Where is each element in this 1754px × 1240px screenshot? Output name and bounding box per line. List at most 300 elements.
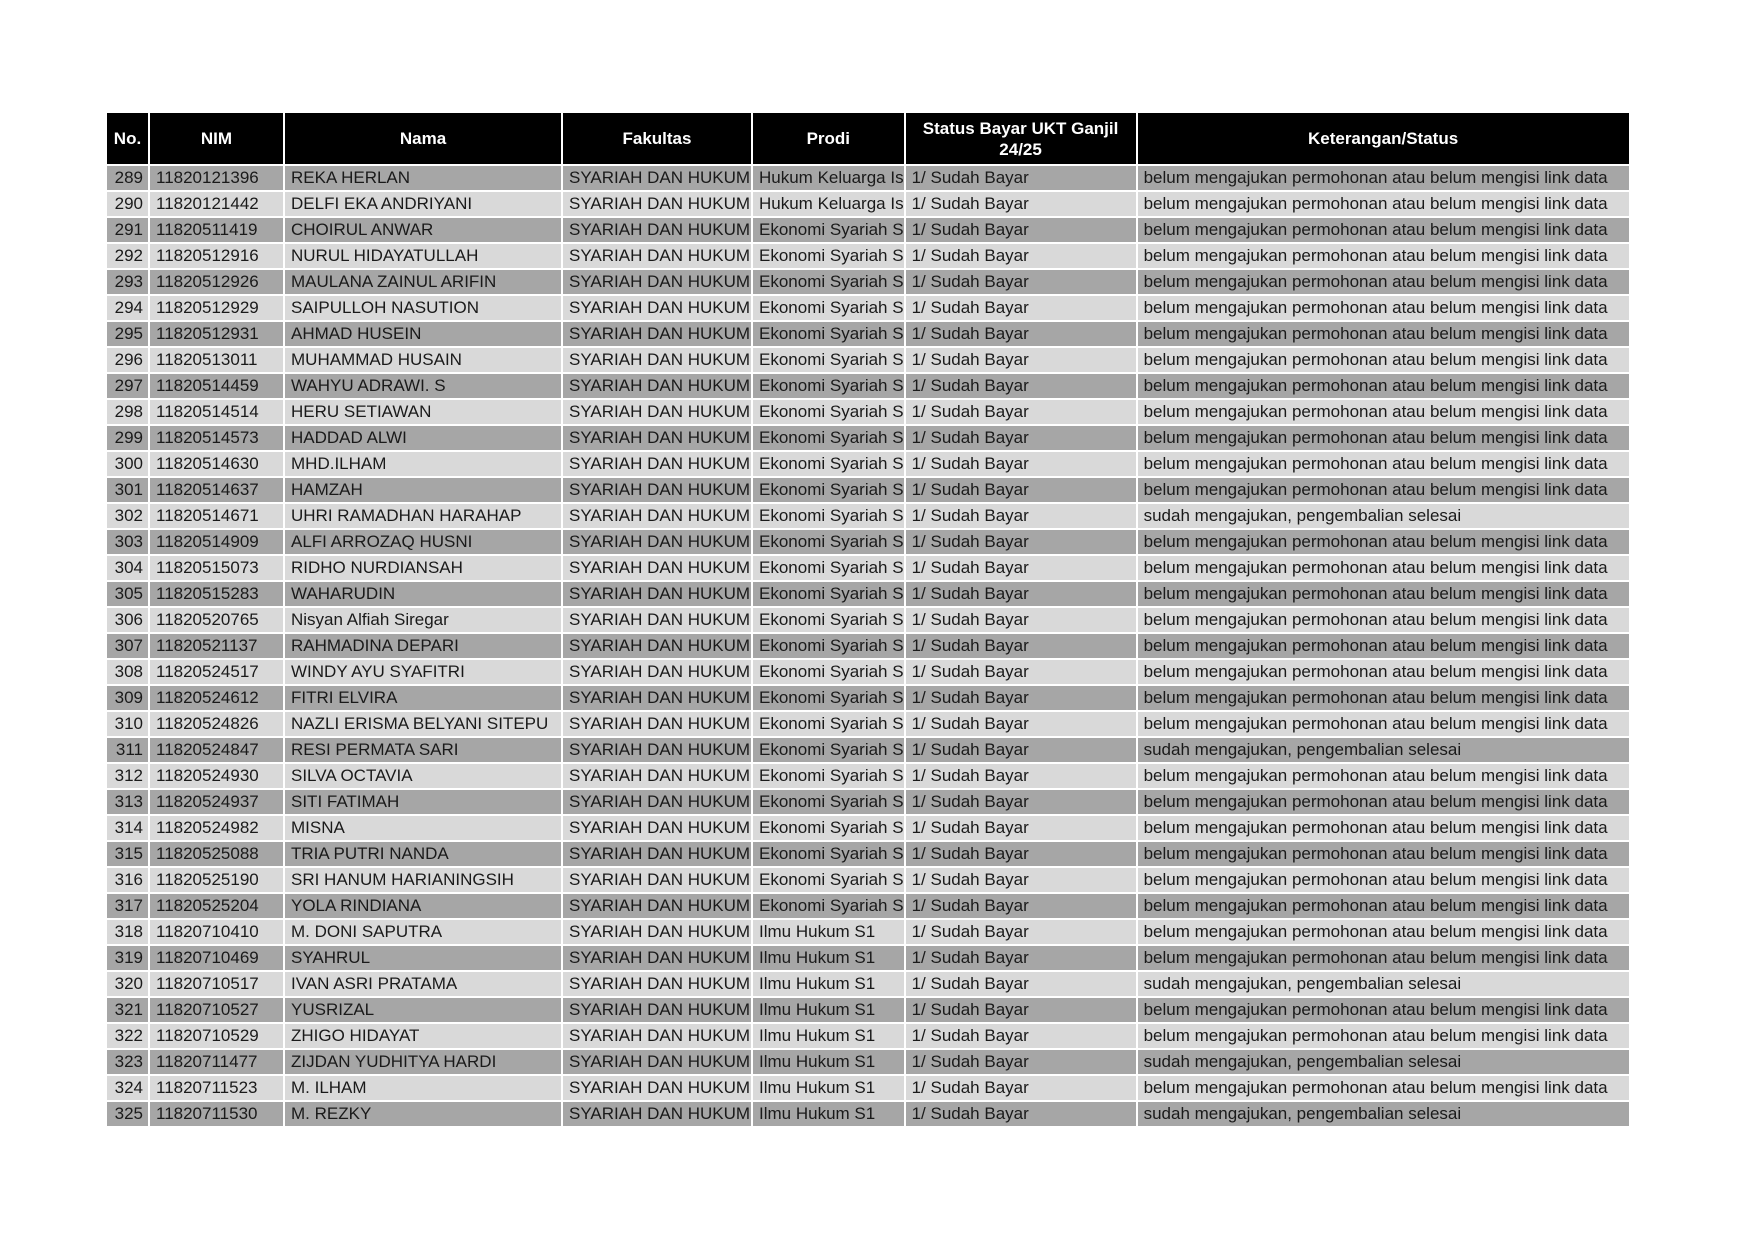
cell-no: 318 [107,920,148,944]
cell-fakultas: SYARIAH DAN HUKUM [563,270,751,294]
table-row [107,244,1629,268]
cell-fakultas: SYARIAH DAN HUKUM [563,764,751,788]
cell-fakultas: SYARIAH DAN HUKUM [563,1050,751,1074]
cell-no: 308 [107,660,148,684]
table-row [107,374,1629,398]
cell-nim: 11820525088 [150,842,283,866]
cell-no: 320 [107,972,148,996]
cell-keterangan: sudah mengajukan, pengembalian selesai [1138,1102,1629,1126]
cell-fakultas: SYARIAH DAN HUKUM [563,296,751,320]
cell-prodi: Hukum Keluarga Is [753,192,904,216]
cell-no: 310 [107,712,148,736]
cell-prodi: Ekonomi Syariah S [753,556,904,580]
cell-no: 290 [107,192,148,216]
cell-nim: 11820521137 [150,634,283,658]
data-table [105,111,1631,1128]
cell-prodi: Ekonomi Syariah S [753,400,904,424]
cell-prodi: Ekonomi Syariah S [753,686,904,710]
cell-keterangan: belum mengajukan permohonan atau belum mengisi link data [1138,166,1629,190]
cell-keterangan: belum mengajukan permohonan atau belum mengisi link data [1138,452,1629,476]
cell-nama: M. DONI SAPUTRA [285,920,561,944]
cell-nim: 11820512931 [150,322,283,346]
cell-nama: NURUL HIDAYATULLAH [285,244,561,268]
cell-no: 322 [107,1024,148,1048]
cell-no: 313 [107,790,148,814]
cell-keterangan: belum mengajukan permohonan atau belum mengisi link data [1138,660,1629,684]
cell-nim: 11820121442 [150,192,283,216]
cell-fakultas: SYARIAH DAN HUKUM [563,1024,751,1048]
cell-prodi: Ekonomi Syariah S [753,842,904,866]
cell-fakultas: SYARIAH DAN HUKUM [563,894,751,918]
cell-nama: FITRI ELVIRA [285,686,561,710]
cell-keterangan: belum mengajukan permohonan atau belum mengisi link data [1138,400,1629,424]
cell-nama: WAHYU ADRAWI. S [285,374,561,398]
cell-nama: SITI FATIMAH [285,790,561,814]
table-row [107,218,1629,242]
cell-nama: DELFI EKA ANDRIYANI [285,192,561,216]
cell-fakultas: SYARIAH DAN HUKUM [563,816,751,840]
cell-no: 289 [107,166,148,190]
cell-nim: 11820514573 [150,426,283,450]
cell-status: 1/ Sudah Bayar [906,868,1136,892]
cell-prodi: Ilmu Hukum S1 [753,920,904,944]
cell-status: 1/ Sudah Bayar [906,764,1136,788]
cell-nim: 11820514637 [150,478,283,502]
cell-status: 1/ Sudah Bayar [906,1076,1136,1100]
cell-nama: RAHMADINA DEPARI [285,634,561,658]
cell-nim: 11820525204 [150,894,283,918]
table-row [107,764,1629,788]
table-row [107,634,1629,658]
cell-status: 1/ Sudah Bayar [906,920,1136,944]
cell-nim: 11820710469 [150,946,283,970]
cell-status: 1/ Sudah Bayar [906,218,1136,242]
cell-status: 1/ Sudah Bayar [906,738,1136,762]
cell-fakultas: SYARIAH DAN HUKUM [563,738,751,762]
cell-nim: 11820524930 [150,764,283,788]
cell-keterangan: belum mengajukan permohonan atau belum mengisi link data [1138,296,1629,320]
table-row [107,816,1629,840]
cell-nim: 11820524826 [150,712,283,736]
cell-no: 295 [107,322,148,346]
cell-nim: 11820514671 [150,504,283,528]
cell-nim: 11820512929 [150,296,283,320]
cell-nim: 11820524612 [150,686,283,710]
cell-keterangan: belum mengajukan permohonan atau belum mengisi link data [1138,608,1629,632]
cell-keterangan: belum mengajukan permohonan atau belum mengisi link data [1138,192,1629,216]
cell-nim: 11820710410 [150,920,283,944]
cell-fakultas: SYARIAH DAN HUKUM [563,972,751,996]
cell-fakultas: SYARIAH DAN HUKUM [563,842,751,866]
cell-prodi: Ilmu Hukum S1 [753,1102,904,1126]
cell-status: 1/ Sudah Bayar [906,686,1136,710]
cell-nim: 11820520765 [150,608,283,632]
cell-status: 1/ Sudah Bayar [906,348,1136,372]
cell-status: 1/ Sudah Bayar [906,998,1136,1022]
cell-keterangan: sudah mengajukan, pengembalian selesai [1138,1050,1629,1074]
cell-nama: AHMAD HUSEIN [285,322,561,346]
cell-nama: RESI PERMATA SARI [285,738,561,762]
table-row [107,166,1629,190]
cell-nama: SRI HANUM HARIANINGSIH [285,868,561,892]
cell-nama: YOLA RINDIANA [285,894,561,918]
cell-no: 314 [107,816,148,840]
cell-fakultas: SYARIAH DAN HUKUM [563,686,751,710]
table-header-row [107,113,1629,164]
cell-nim: 11820512916 [150,244,283,268]
cell-nim: 11820515073 [150,556,283,580]
cell-prodi: Ekonomi Syariah S [753,608,904,632]
cell-nama: UHRI RAMADHAN HARAHAP [285,504,561,528]
cell-keterangan: belum mengajukan permohonan atau belum mengisi link data [1138,1024,1629,1048]
cell-keterangan: belum mengajukan permohonan atau belum mengisi link data [1138,530,1629,554]
cell-keterangan: belum mengajukan permohonan atau belum mengisi link data [1138,764,1629,788]
table-row [107,322,1629,346]
cell-fakultas: SYARIAH DAN HUKUM [563,504,751,528]
table-row [107,530,1629,554]
cell-fakultas: SYARIAH DAN HUKUM [563,166,751,190]
cell-status: 1/ Sudah Bayar [906,1050,1136,1074]
cell-fakultas: SYARIAH DAN HUKUM [563,946,751,970]
cell-nim: 11820710517 [150,972,283,996]
cell-nama: IVAN ASRI PRATAMA [285,972,561,996]
cell-nama: RIDHO NURDIANSAH [285,556,561,580]
cell-nim: 11820524937 [150,790,283,814]
cell-no: 325 [107,1102,148,1126]
table-row [107,1050,1629,1074]
cell-fakultas: SYARIAH DAN HUKUM [563,634,751,658]
cell-status: 1/ Sudah Bayar [906,842,1136,866]
table-row [107,712,1629,736]
cell-fakultas: SYARIAH DAN HUKUM [563,452,751,476]
cell-prodi: Ilmu Hukum S1 [753,998,904,1022]
cell-no: 301 [107,478,148,502]
cell-nim: 11820711530 [150,1102,283,1126]
cell-no: 293 [107,270,148,294]
cell-prodi: Ekonomi Syariah S [753,218,904,242]
cell-status: 1/ Sudah Bayar [906,712,1136,736]
cell-nama: YUSRIZAL [285,998,561,1022]
cell-keterangan: belum mengajukan permohonan atau belum mengisi link data [1138,894,1629,918]
cell-prodi: Ekonomi Syariah S [753,790,904,814]
cell-no: 315 [107,842,148,866]
cell-keterangan: belum mengajukan permohonan atau belum mengisi link data [1138,348,1629,372]
table-row [107,478,1629,502]
cell-fakultas: SYARIAH DAN HUKUM [563,1076,751,1100]
cell-status: 1/ Sudah Bayar [906,530,1136,554]
cell-nim: 11820710529 [150,1024,283,1048]
cell-prodi: Ekonomi Syariah S [753,868,904,892]
table-row [107,790,1629,814]
cell-no: 323 [107,1050,148,1074]
cell-prodi: Ekonomi Syariah S [753,634,904,658]
cell-prodi: Ekonomi Syariah S [753,738,904,762]
cell-prodi: Ekonomi Syariah S [753,764,904,788]
cell-nama: SILVA OCTAVIA [285,764,561,788]
cell-no: 294 [107,296,148,320]
table-row [107,946,1629,970]
cell-no: 292 [107,244,148,268]
cell-nama: ALFI ARROZAQ HUSNI [285,530,561,554]
cell-status: 1/ Sudah Bayar [906,634,1136,658]
cell-nim: 11820514909 [150,530,283,554]
cell-status: 1/ Sudah Bayar [906,192,1136,216]
cell-fakultas: SYARIAH DAN HUKUM [563,660,751,684]
table-row [107,426,1629,450]
cell-keterangan: sudah mengajukan, pengembalian selesai [1138,972,1629,996]
table-row [107,842,1629,866]
cell-status: 1/ Sudah Bayar [906,296,1136,320]
cell-status: 1/ Sudah Bayar [906,608,1136,632]
cell-fakultas: SYARIAH DAN HUKUM [563,920,751,944]
cell-status: 1/ Sudah Bayar [906,660,1136,684]
cell-nim: 11820524982 [150,816,283,840]
cell-fakultas: SYARIAH DAN HUKUM [563,868,751,892]
cell-nama: SYAHRUL [285,946,561,970]
table-row [107,998,1629,1022]
cell-no: 300 [107,452,148,476]
cell-nama: NAZLI ERISMA BELYANI SITEPU [285,712,561,736]
cell-nama: MAULANA ZAINUL ARIFIN [285,270,561,294]
cell-nama: REKA HERLAN [285,166,561,190]
cell-no: 312 [107,764,148,788]
cell-prodi: Ekonomi Syariah S [753,530,904,554]
cell-no: 309 [107,686,148,710]
cell-prodi: Ilmu Hukum S1 [753,1050,904,1074]
table-row [107,1024,1629,1048]
cell-prodi: Ekonomi Syariah S [753,712,904,736]
table-row [107,686,1629,710]
cell-nama: WINDY AYU SYAFITRI [285,660,561,684]
cell-nim: 11820515283 [150,582,283,606]
cell-nim: 11820514459 [150,374,283,398]
col-header-status: Status Bayar UKT Ganjil 24/25 [906,113,1136,164]
cell-nim: 11820711523 [150,1076,283,1100]
cell-no: 291 [107,218,148,242]
cell-prodi: Ekonomi Syariah S [753,348,904,372]
cell-status: 1/ Sudah Bayar [906,504,1136,528]
cell-no: 311 [107,738,148,762]
cell-no: 297 [107,374,148,398]
cell-nama: M. ILHAM [285,1076,561,1100]
cell-nama: TRIA PUTRI NANDA [285,842,561,866]
cell-status: 1/ Sudah Bayar [906,400,1136,424]
cell-prodi: Ekonomi Syariah S [753,504,904,528]
cell-status: 1/ Sudah Bayar [906,1102,1136,1126]
cell-status: 1/ Sudah Bayar [906,426,1136,450]
cell-no: 324 [107,1076,148,1100]
cell-prodi: Ekonomi Syariah S [753,270,904,294]
cell-fakultas: SYARIAH DAN HUKUM [563,374,751,398]
cell-no: 319 [107,946,148,970]
cell-keterangan: belum mengajukan permohonan atau belum mengisi link data [1138,478,1629,502]
cell-no: 306 [107,608,148,632]
cell-keterangan: belum mengajukan permohonan atau belum mengisi link data [1138,712,1629,736]
cell-status: 1/ Sudah Bayar [906,582,1136,606]
cell-keterangan: belum mengajukan permohonan atau belum mengisi link data [1138,218,1629,242]
cell-keterangan: sudah mengajukan, pengembalian selesai [1138,738,1629,762]
table-row [107,192,1629,216]
table-row [107,556,1629,580]
cell-nama: M. REZKY [285,1102,561,1126]
cell-nama: HAMZAH [285,478,561,502]
cell-no: 302 [107,504,148,528]
cell-prodi: Ilmu Hukum S1 [753,946,904,970]
cell-fakultas: SYARIAH DAN HUKUM [563,400,751,424]
cell-fakultas: SYARIAH DAN HUKUM [563,712,751,736]
cell-status: 1/ Sudah Bayar [906,894,1136,918]
cell-nama: HERU SETIAWAN [285,400,561,424]
cell-nama: SAIPULLOH NASUTION [285,296,561,320]
col-header-nama: Nama [285,113,561,164]
student-ukt-status-table [105,111,1631,1128]
cell-keterangan: belum mengajukan permohonan atau belum mengisi link data [1138,426,1629,450]
cell-status: 1/ Sudah Bayar [906,790,1136,814]
cell-status: 1/ Sudah Bayar [906,322,1136,346]
cell-status: 1/ Sudah Bayar [906,374,1136,398]
cell-fakultas: SYARIAH DAN HUKUM [563,530,751,554]
cell-keterangan: belum mengajukan permohonan atau belum mengisi link data [1138,634,1629,658]
table-row [107,868,1629,892]
cell-fakultas: SYARIAH DAN HUKUM [563,244,751,268]
cell-status: 1/ Sudah Bayar [906,166,1136,190]
cell-status: 1/ Sudah Bayar [906,244,1136,268]
cell-fakultas: SYARIAH DAN HUKUM [563,790,751,814]
cell-nama: MISNA [285,816,561,840]
cell-no: 317 [107,894,148,918]
cell-fakultas: SYARIAH DAN HUKUM [563,582,751,606]
table-row [107,738,1629,762]
cell-no: 305 [107,582,148,606]
table-row [107,296,1629,320]
cell-nim: 11820711477 [150,1050,283,1074]
cell-prodi: Ekonomi Syariah S [753,322,904,346]
cell-no: 296 [107,348,148,372]
cell-prodi: Hukum Keluarga Is [753,166,904,190]
table-row [107,452,1629,476]
cell-fakultas: SYARIAH DAN HUKUM [563,426,751,450]
cell-keterangan: belum mengajukan permohonan atau belum mengisi link data [1138,842,1629,866]
cell-status: 1/ Sudah Bayar [906,1024,1136,1048]
cell-status: 1/ Sudah Bayar [906,972,1136,996]
cell-prodi: Ekonomi Syariah S [753,816,904,840]
cell-status: 1/ Sudah Bayar [906,946,1136,970]
cell-fakultas: SYARIAH DAN HUKUM [563,608,751,632]
col-header-no: No. [107,113,148,164]
table-row [107,894,1629,918]
table-row [107,920,1629,944]
cell-fakultas: SYARIAH DAN HUKUM [563,192,751,216]
cell-keterangan: belum mengajukan permohonan atau belum mengisi link data [1138,920,1629,944]
cell-no: 304 [107,556,148,580]
table-body [107,166,1629,1126]
cell-nama: CHOIRUL ANWAR [285,218,561,242]
cell-prodi: Ekonomi Syariah S [753,452,904,476]
cell-prodi: Ekonomi Syariah S [753,894,904,918]
cell-keterangan: belum mengajukan permohonan atau belum mengisi link data [1138,998,1629,1022]
table-row [107,660,1629,684]
cell-status: 1/ Sudah Bayar [906,556,1136,580]
col-header-nim: NIM [150,113,283,164]
table-row [107,270,1629,294]
cell-keterangan: belum mengajukan permohonan atau belum mengisi link data [1138,270,1629,294]
cell-prodi: Ilmu Hukum S1 [753,1024,904,1048]
table-row [107,582,1629,606]
cell-status: 1/ Sudah Bayar [906,478,1136,502]
cell-nama: Nisyan Alfiah Siregar [285,608,561,632]
table-row [107,348,1629,372]
table-row [107,1076,1629,1100]
cell-keterangan: belum mengajukan permohonan atau belum mengisi link data [1138,322,1629,346]
cell-keterangan: belum mengajukan permohonan atau belum mengisi link data [1138,816,1629,840]
cell-nim: 11820524517 [150,660,283,684]
cell-nim: 11820525190 [150,868,283,892]
cell-prodi: Ekonomi Syariah S [753,660,904,684]
cell-fakultas: SYARIAH DAN HUKUM [563,556,751,580]
cell-no: 298 [107,400,148,424]
cell-nim: 11820511419 [150,218,283,242]
cell-fakultas: SYARIAH DAN HUKUM [563,218,751,242]
cell-status: 1/ Sudah Bayar [906,816,1136,840]
cell-no: 321 [107,998,148,1022]
cell-nama: MUHAMMAD HUSAIN [285,348,561,372]
cell-keterangan: belum mengajukan permohonan atau belum mengisi link data [1138,244,1629,268]
cell-prodi: Ekonomi Syariah S [753,244,904,268]
cell-keterangan: sudah mengajukan, pengembalian selesai [1138,504,1629,528]
cell-prodi: Ilmu Hukum S1 [753,972,904,996]
cell-keterangan: belum mengajukan permohonan atau belum mengisi link data [1138,868,1629,892]
cell-nim: 11820710527 [150,998,283,1022]
col-header-keterangan: Keterangan/Status [1138,113,1629,164]
cell-keterangan: belum mengajukan permohonan atau belum mengisi link data [1138,686,1629,710]
cell-nim: 11820121396 [150,166,283,190]
cell-keterangan: belum mengajukan permohonan atau belum mengisi link data [1138,556,1629,580]
cell-nim: 11820513011 [150,348,283,372]
cell-no: 303 [107,530,148,554]
cell-nim: 11820514514 [150,400,283,424]
table-row [107,400,1629,424]
cell-nama: ZIJDAN YUDHITYA HARDI [285,1050,561,1074]
cell-prodi: Ekonomi Syariah S [753,426,904,450]
cell-prodi: Ekonomi Syariah S [753,296,904,320]
cell-fakultas: SYARIAH DAN HUKUM [563,998,751,1022]
cell-no: 316 [107,868,148,892]
cell-status: 1/ Sudah Bayar [906,452,1136,476]
cell-prodi: Ekonomi Syariah S [753,478,904,502]
cell-keterangan: belum mengajukan permohonan atau belum mengisi link data [1138,374,1629,398]
cell-fakultas: SYARIAH DAN HUKUM [563,478,751,502]
cell-nim: 11820512926 [150,270,283,294]
table-row [107,608,1629,632]
cell-nim: 11820524847 [150,738,283,762]
table-row [107,972,1629,996]
cell-no: 307 [107,634,148,658]
cell-keterangan: belum mengajukan permohonan atau belum mengisi link data [1138,946,1629,970]
cell-prodi: Ilmu Hukum S1 [753,1076,904,1100]
cell-nim: 11820514630 [150,452,283,476]
cell-no: 299 [107,426,148,450]
cell-nama: MHD.ILHAM [285,452,561,476]
cell-keterangan: belum mengajukan permohonan atau belum mengisi link data [1138,790,1629,814]
col-header-fakultas: Fakultas [563,113,751,164]
cell-nama: WAHARUDIN [285,582,561,606]
table-row [107,1102,1629,1126]
cell-fakultas: SYARIAH DAN HUKUM [563,1102,751,1126]
cell-fakultas: SYARIAH DAN HUKUM [563,322,751,346]
cell-prodi: Ekonomi Syariah S [753,582,904,606]
cell-nama: ZHIGO HIDAYAT [285,1024,561,1048]
col-header-prodi: Prodi [753,113,904,164]
